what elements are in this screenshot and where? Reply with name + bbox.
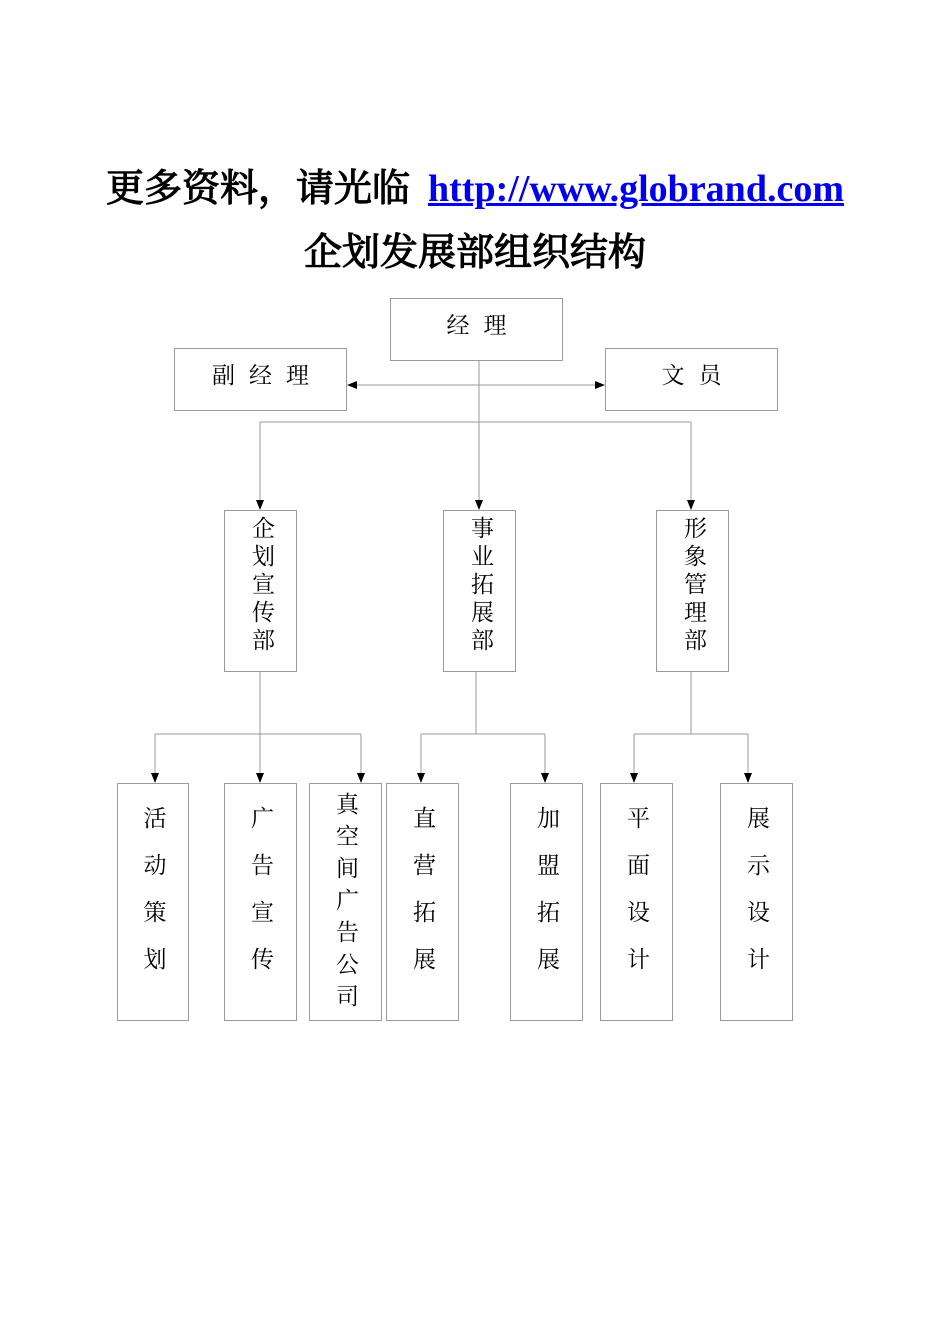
manager-box: 经理: [390, 298, 563, 361]
dept-planning-box: 企划宣传部: [224, 510, 297, 672]
unit-direct-expansion-box: 直营拓展: [386, 783, 459, 1021]
clerk-box: 文员: [605, 348, 778, 411]
unit-display-design-box: 展示设计: [720, 783, 793, 1021]
website-link[interactable]: http://www.globrand.com: [428, 168, 844, 210]
unit-ad-company-box: 真空间广告公司: [309, 783, 382, 1021]
unit-franchise-expansion-box: 加盟拓展: [510, 783, 583, 1021]
dept-business-box: 事业拓展部: [443, 510, 516, 672]
unit-graphic-design-box: 平面设计: [600, 783, 673, 1021]
deputy-manager-box: 副经理: [174, 348, 347, 411]
promo-text: 更多资料，请光临: [106, 165, 411, 210]
dept-image-box: 形象管理部: [656, 510, 729, 672]
page-title: 企划发展部组织结构: [303, 229, 646, 274]
unit-advertising-box: 广告宣传: [224, 783, 297, 1021]
unit-activity-planning-box: 活动策划: [117, 783, 189, 1021]
